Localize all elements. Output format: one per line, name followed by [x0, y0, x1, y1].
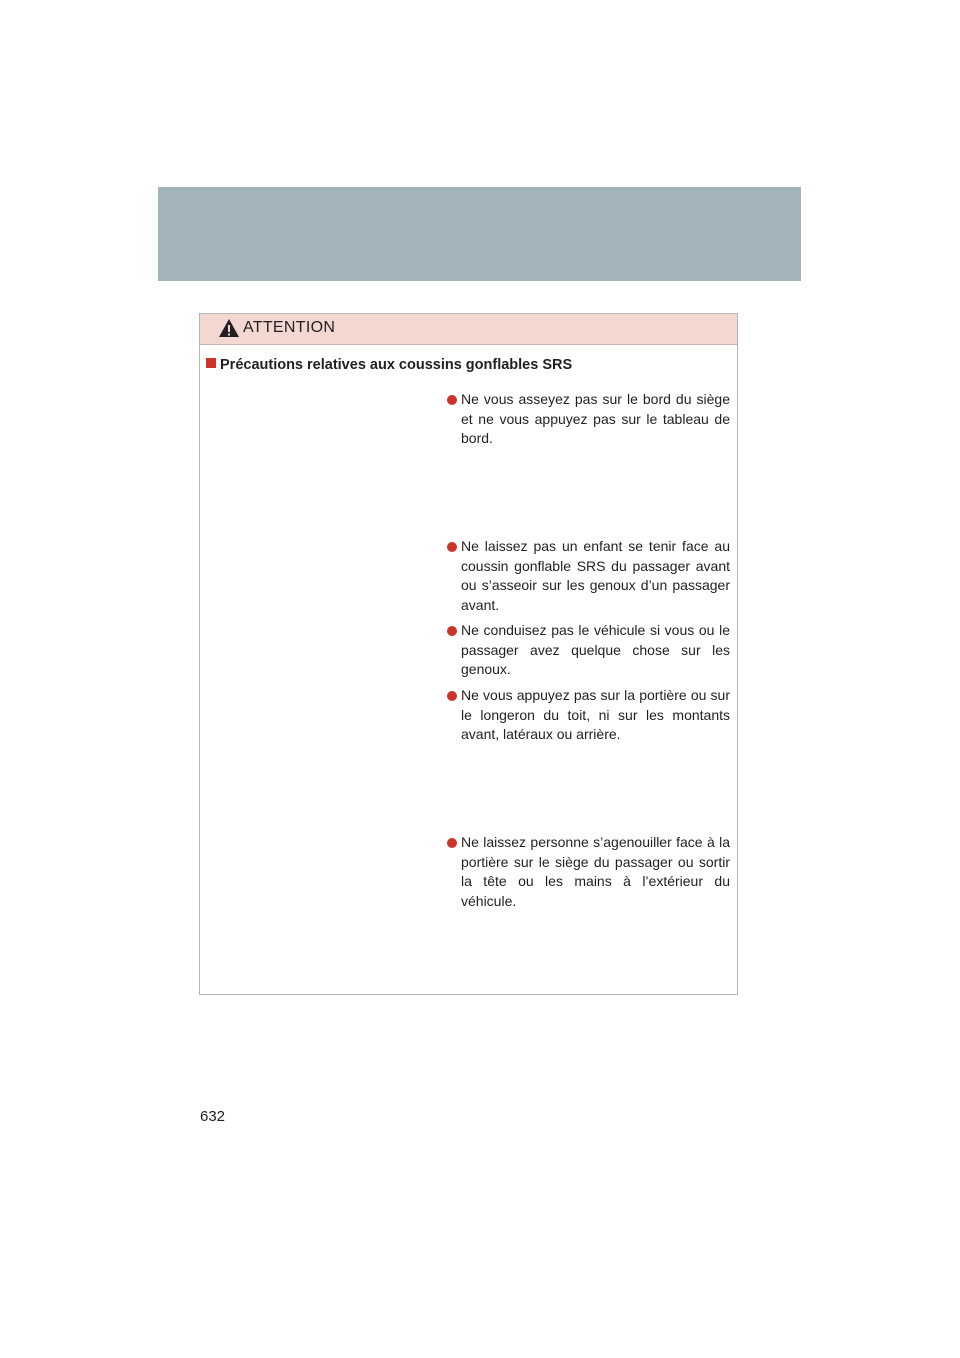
- bullet-item: [446, 833, 730, 911]
- bullet-dot-icon: [447, 691, 457, 701]
- warning-header: [200, 314, 737, 345]
- bullet-dot-icon: [447, 542, 457, 552]
- section-marker-icon: [206, 358, 216, 368]
- section-heading-text: Précautions relatives aux coussins gonflables SRS: [220, 357, 573, 373]
- bullet-text: Ne laissez pas un enfant se tenir face au coussin gonflable SRS du passager avant ou s’asseoir sur les genoux d’un passager avant.: [461, 538, 730, 613]
- section-heading: [206, 357, 572, 373]
- bullet-item: [446, 537, 730, 615]
- bullet-item: [446, 621, 730, 680]
- bullet-text: Ne vous asseyez pas sur le bord du siège et ne vous appuyez pas sur le tableau de bord.: [461, 391, 730, 446]
- bullet-text: Ne conduisez pas le véhicule si vous ou le passager avez quelque chose sur les genoux.: [461, 622, 730, 677]
- bullet-dot-icon: [447, 838, 457, 848]
- header-band: [158, 187, 801, 281]
- bullet-dot-icon: [447, 395, 457, 405]
- page-number: 632: [200, 1108, 226, 1125]
- bullet-item: [446, 686, 730, 745]
- warning-triangle-icon: [218, 318, 240, 338]
- bullet-dot-icon: [447, 626, 457, 636]
- bullet-text: Ne vous appuyez pas sur la portière ou sur le longeron du toit, ni sur les montants avant, latéraux ou arrière.: [461, 687, 730, 742]
- bullet-text: Ne laissez personne s’agenouiller face à la portière sur le siège du passager ou sortir la tête ou les mains à l’extérieur du véhicule.: [461, 834, 730, 909]
- warning-box: [199, 313, 738, 995]
- bullet-item: [446, 390, 730, 449]
- warning-title: ATTENTION: [243, 319, 336, 336]
